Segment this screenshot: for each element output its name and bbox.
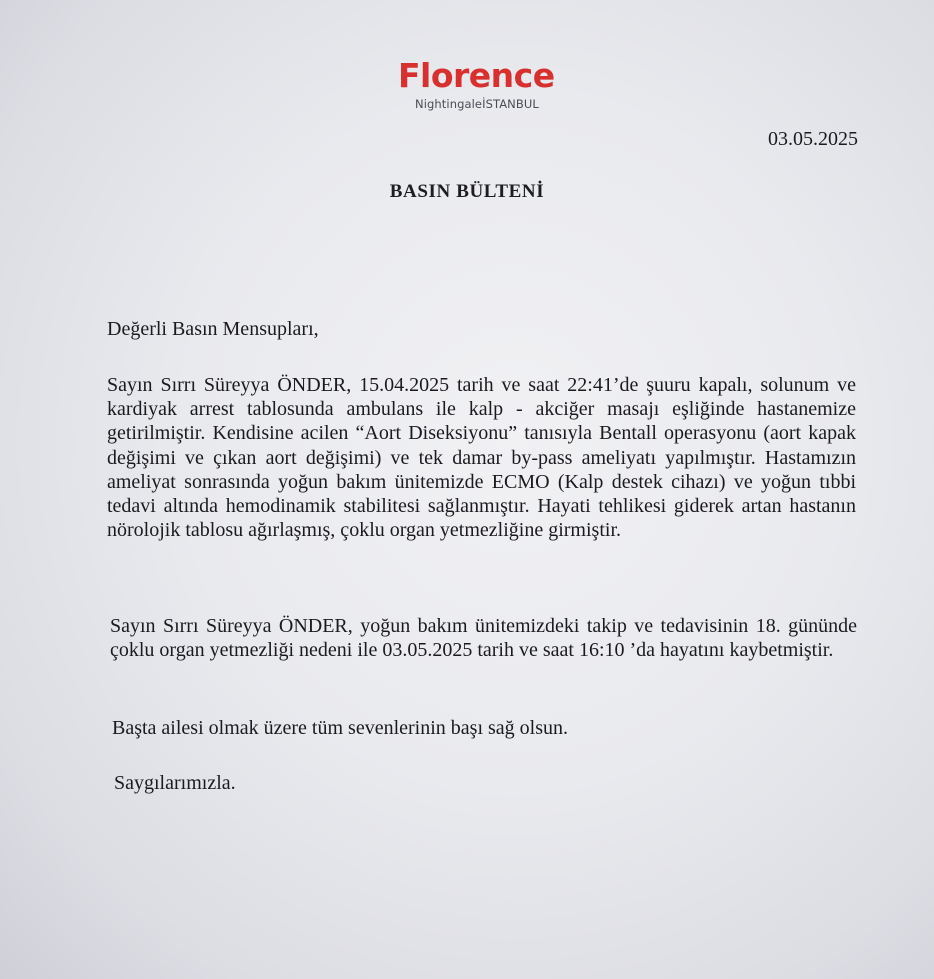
paragraph-incident: Sayın Sırrı Süreyya ÖNDER, 15.04.2025 tarih ve saat 22:41’de şuuru kapalı, solunum ve kardiyak arrest tablosunda ambulans ile kalp - akciğer masajı eşliğinde hastanemize getirilmiştir. Kendisine acilen “Aort Diseksiyonu” tanısıyla Bentall operasyonu (aort kapak değişimi ve çıkan aort değişimi) ve tek damar by-pass ameliyatı yapılmıştır. Hastamızın ameliyat sonrasında yoğun bakım ünitemizde ECMO (Kalp destek cihazı) ve yoğun tıbbi tedavi altında hemodinamik stabilitesi sağlanmıştır. Hayati tehlikesi giderek artan hastanın nörolojik tablosu ağırlaşmış, çoklu organ yetmezliğine girmiştir. [107, 374, 856, 542]
logo-brand-name: Florence [398, 56, 555, 95]
closing: Saygılarımızla. [114, 772, 236, 794]
salutation: Değerli Basın Mensupları, [107, 318, 319, 340]
letter-date: 03.05.2025 [768, 128, 858, 150]
florence-nightingale-logo [398, 50, 578, 116]
paragraph-death-notice: Sayın Sırrı Süreyya ÖNDER, yoğun bakım ünitemizdeki takip ve tedavisinin 18. gününde çoklu organ yetmezliği nedeni ile 03.05.2025 tarih ve saat 16:10 ’da hayatını kaybetmiştir. [110, 615, 857, 662]
paragraph-condolence: Başta ailesi olmak üzere tüm sevenlerinin başı sağ olsun. [112, 717, 568, 739]
page-title: BASIN BÜLTENİ [389, 181, 545, 202]
logo-subtitle: NightingaleİSTANBUL [415, 97, 539, 111]
